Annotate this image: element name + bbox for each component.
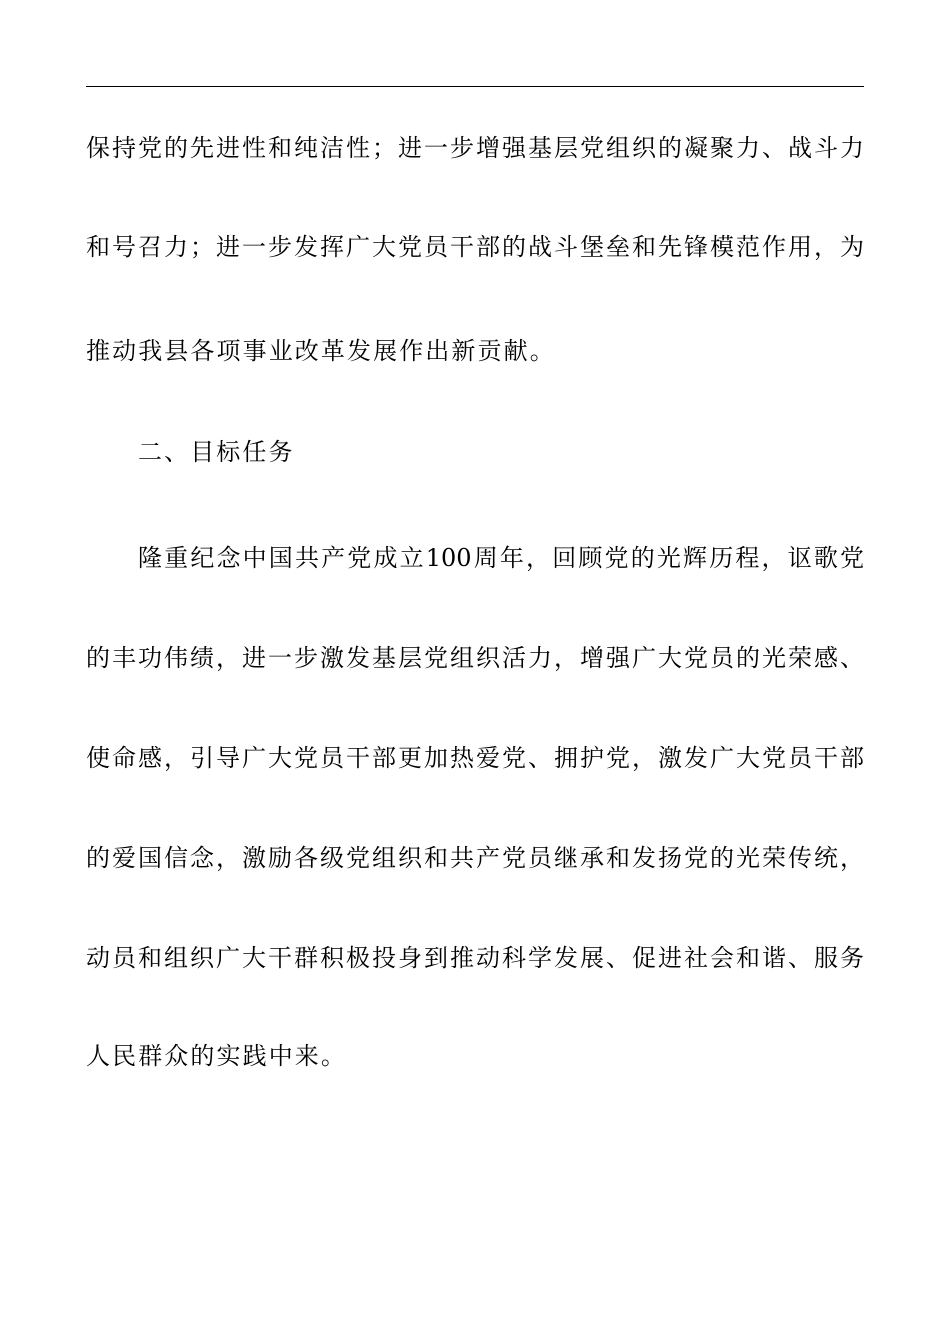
paragraph-line: 推动我县各项事业改革发展作出新贡献。 — [86, 337, 556, 365]
paragraph-line: 保持党的先进性和纯洁性；进一步增强基层党组织的凝聚力、战斗力 — [86, 134, 864, 162]
paragraph-line: 和号召力；进一步发挥广大党员干部的战斗堡垒和先锋模范作用，为 — [86, 233, 864, 261]
paragraph-line: 动员和组织广大干群积极投身到推动科学发展、促进社会和谐、服务 — [86, 944, 864, 972]
paragraph-line: 使命感，引导广大党员干部更加热爱党、拥护党，激发广大党员干部 — [86, 744, 864, 772]
section-heading: 二、目标任务 — [138, 438, 295, 466]
paragraph-line: 人民群众的实践中来。 — [86, 1042, 347, 1070]
paragraph-line: 的爱国信念，激励各级党组织和共产党员继承和发扬党的光荣传统， — [86, 844, 864, 872]
paragraph-line: 隆重纪念中国共产党成立100周年，回顾党的光辉历程，讴歌党 — [138, 544, 864, 572]
paragraph-line: 的丰功伟绩，进一步激发基层党组织活力，增强广大党员的光荣感、 — [86, 644, 864, 672]
header-rule — [86, 86, 864, 87]
